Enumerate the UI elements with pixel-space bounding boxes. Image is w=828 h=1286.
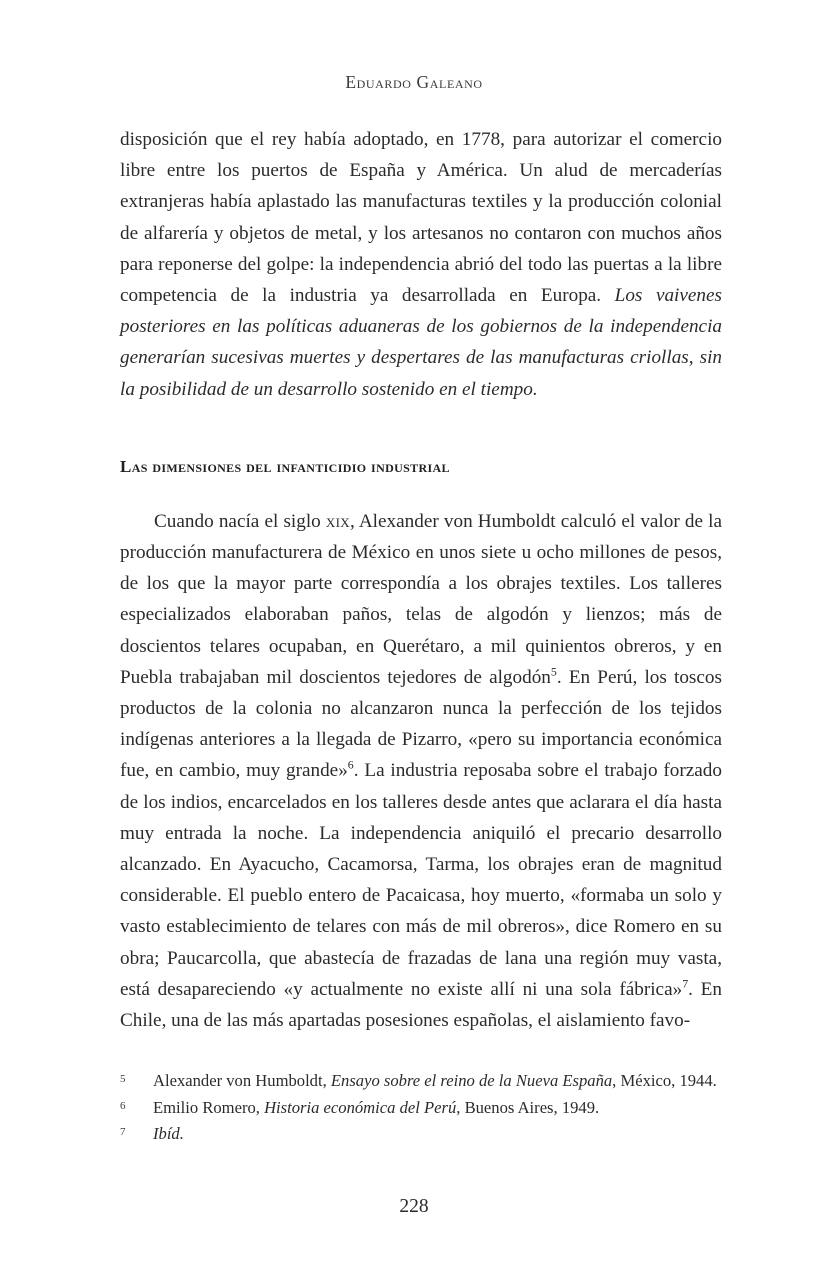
paragraph-1 xyxy=(120,124,722,405)
section-heading: Las dimensiones del infanticidio industrial xyxy=(120,456,450,476)
paragraph-2 xyxy=(120,506,722,1036)
footnote-ref-7[interactable]: 7 xyxy=(682,976,689,991)
footnote-text-post: , México, 1944. xyxy=(612,1071,717,1090)
footnote-ref-5[interactable]: 5 xyxy=(550,664,557,679)
paragraph-2-part-4: . La industria reposaba sobre el trabajo forzado de los indios, encarcelados en los talleres desde antes que aclarara el día hasta muy entrada la noche. La independencia aniquiló el precario desarrollo alcanzado. En Ayacucho, Cacamorsa, Tarma, los obrajes eran de magnitud considerable. El pueblo entero de Pacaicasa, hoy muerto, «formaba un solo y vasto establecimiento de telares con más de mil obreros», dice Romero en su obra; Paucarcolla, que abastecía de frazadas de lana una región muy vasta, está desapareciendo «y actualmente no existe allí ni una sola fábrica» xyxy=(120,760,722,1000)
text-column xyxy=(120,124,722,1036)
century-smallcaps: xix xyxy=(325,510,350,532)
footnote-text-pre: Emilio Romero, xyxy=(153,1097,265,1117)
footnotes-section xyxy=(120,1068,722,1148)
footnote-marker: 5 xyxy=(120,1073,126,1085)
paragraph-1-italic: Los vaivenes posteriores en las políticas aduaneras de los gobiernos de la independencia generarían sucesivas muertes y despertares de las manufacturas criollas, sin la posibilidad de un desarrollo sostenido en el tiempo. xyxy=(120,285,722,400)
footnote-title: Ensayo sobre el reino de la Nueva España xyxy=(330,1071,613,1090)
footnote-item xyxy=(120,1095,722,1121)
footnote-title: Historia económica del Perú xyxy=(264,1097,457,1117)
footnote-item xyxy=(120,1068,722,1094)
paragraph-2-part-5: . En Chile, una de las más apartadas posesiones españolas, el aislamiento favo- xyxy=(120,978,722,1032)
footnote-item xyxy=(120,1121,722,1147)
paragraph-2-part-3: . En Perú, los toscos productos de la colonia no alcanzaron nunca la perfección de los tejidos indígenas anteriores a la llegada de Pizarro, «pero su importancia económica fue, en cambio, muy grande» xyxy=(120,666,722,782)
running-head: Eduardo Galeano xyxy=(345,72,483,92)
paragraph-2-part-2: , Alexander von Humboldt calculó el valor de la producción manufacturera de México en unos siete u ocho millones de pesos, de los que la mayor parte correspondía a los obrajes textiles. Los talleres especializados elaboraban paños, telas de algodón y lienzos; más de doscientos telares ocupaban, en Querétaro, a mil quinientos obreros, y en Puebla trabajaban mil doscientos tejedores de algodón xyxy=(120,510,722,688)
page-number: 228 xyxy=(399,1196,429,1217)
footnote-marker: 6 xyxy=(120,1099,126,1112)
footnote-ref-6[interactable]: 6 xyxy=(347,758,354,773)
paragraph-1-roman: disposición que el rey había adoptado, en 1778, para autorizar el comercio libre entre los puertos de España y América. Un alud de mercaderías extranjeras había aplastado las manufacturas textiles y la producción colonial de alfarería y objetos de metal, y los artesanos no contaron con muchos años para reponerse del golpe: la independencia abrió del todo las puertas a la libre competencia de la industria ya desarrollada en Europa. xyxy=(120,129,722,307)
heading-spacer-top xyxy=(120,405,722,457)
footnote-title: Ibíd. xyxy=(153,1124,184,1143)
footnote-text-pre: Alexander von Humboldt, xyxy=(153,1071,331,1090)
heading-spacer-bottom xyxy=(120,477,722,506)
footnote-text-post: , Buenos Aires, 1949. xyxy=(456,1097,600,1117)
footnote-marker: 7 xyxy=(120,1126,126,1138)
paragraph-2-part-1: Cuando nacía el siglo xyxy=(154,510,326,532)
